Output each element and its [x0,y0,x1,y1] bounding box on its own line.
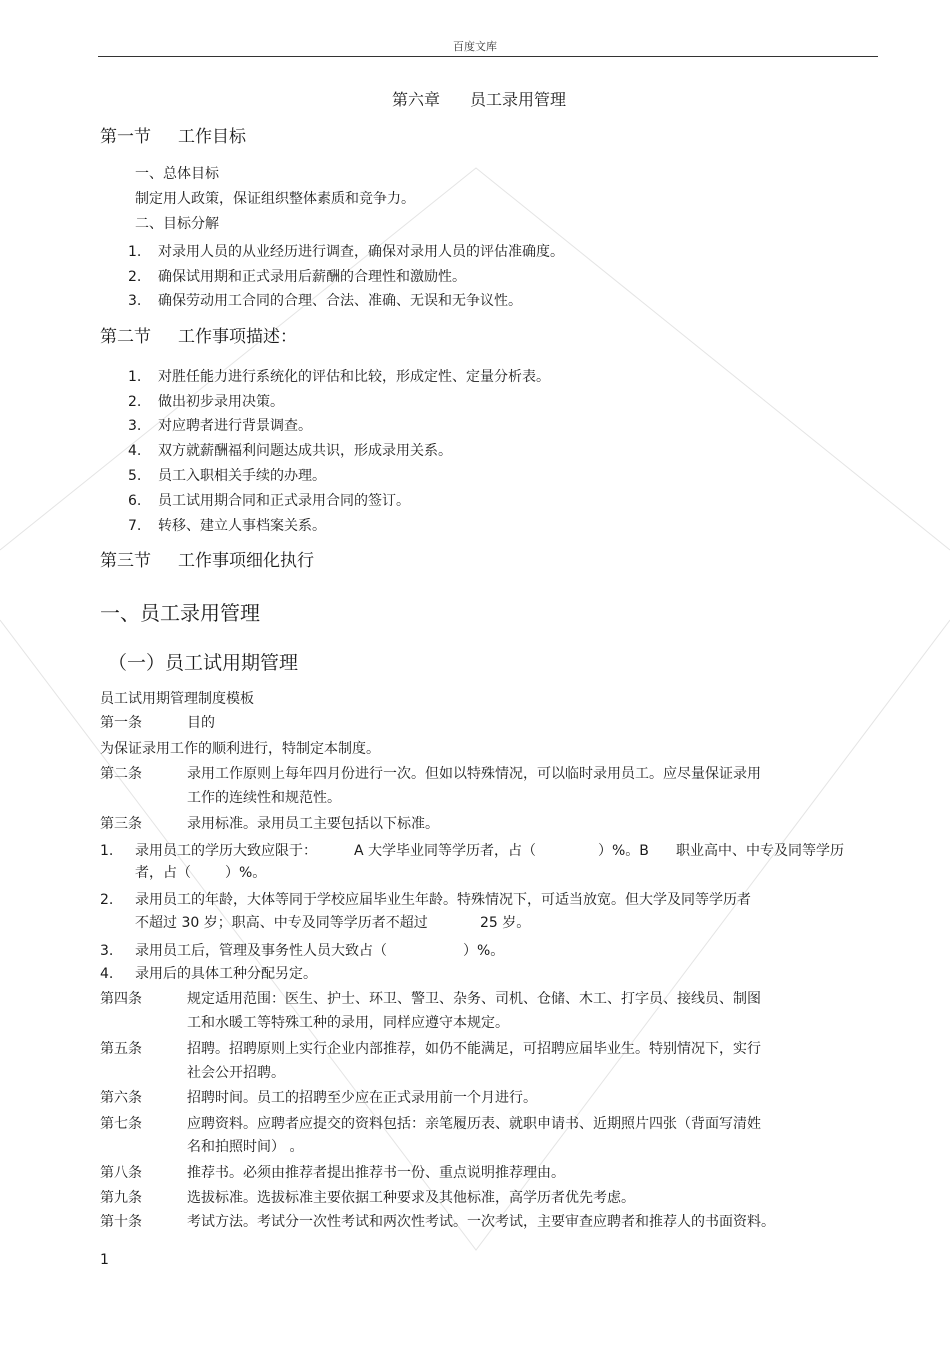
article-text: 应聘资料。应聘者应提交的资料包括：亲笔履历表、就职申请书、近期照片四张（背面写清姓 [187,1116,761,1132]
standard-text: 25 岁。 [480,915,531,931]
section1-number: 第一节 [100,127,151,147]
list-item-number: 2. [128,394,142,410]
article-number: 第四条 [100,991,142,1007]
section3-number: 第三节 [100,551,151,571]
article-number: 第七条 [100,1116,142,1132]
article-number: 第二条 [100,766,142,782]
page-number: 1 [100,1252,109,1268]
article-number: 第十条 [100,1214,142,1230]
list-item: 对录用人员的从业经历进行调查，确保对录用人员的评估准确度。 [158,244,564,260]
article-number: 第五条 [100,1041,142,1057]
section2-number: 第二节 [100,327,151,347]
section1-sub2: 二、目标分解 [135,216,219,232]
article-text: 考试方法。考试分一次性考试和两次性考试。一次考试，主要审查应聘者和推荐人的书面资料。 [187,1214,775,1230]
list-item-number: 3. [128,418,142,434]
list-item-number: 7. [128,518,142,534]
article-text-cont: 工作的连续性和规范性。 [187,790,341,806]
article-text: 选拔标准。选拔标准主要依据工种要求及其他标准，高学历者优先考虑。 [187,1190,635,1206]
standard-text: ）%。 [225,865,267,881]
article-number: 第九条 [100,1190,142,1206]
standard-text: ）%。B [598,843,649,859]
article-number: 第一条 [100,715,142,731]
heading-level1: 一、员工录用管理 [100,601,260,625]
list-item: 转移、建立人事档案关系。 [158,518,326,534]
standard-number: 4. [100,966,114,982]
article-text-cont: 名和拍照时间） 。 [187,1139,304,1155]
standard-number: 1. [100,843,114,859]
list-item: 员工试用期合同和正式录用合同的签订。 [158,493,410,509]
chapter-title: 员工录用管理 [470,90,567,109]
header-rule [98,56,878,57]
standard-text: 者，占（ [135,865,191,881]
standard-number: 3. [100,943,114,959]
list-item-number: 3. [128,293,142,309]
list-item: 双方就薪酬福利问题达成共识，形成录用关系。 [158,443,452,459]
article-text: 规定适用范围：医生、护士、环卫、警卫、杂务、司机、仓储、木工、打字员、接线员、制图 [187,991,761,1007]
article-text-cont: 工和水暖工等特殊工种的录用，同样应遵守本规定。 [187,1015,509,1031]
list-item: 确保劳动用工合同的合理、合法、准确、无误和无争议性。 [158,293,522,309]
article-number: 第八条 [100,1165,142,1181]
list-item-number: 2. [128,269,142,285]
standard-number: 2. [100,892,114,908]
page-header-title: 百度文库 [453,40,497,53]
article-number: 第三条 [100,816,142,832]
section3-title: 工作事项细化执行 [178,551,314,571]
section1-sub1: 一、总体目标 [135,166,219,182]
list-item: 确保试用期和正式录用后薪酬的合理性和激励性。 [158,269,466,285]
list-item-number: 1. [128,244,142,260]
list-item-number: 6. [128,493,142,509]
chapter-number: 第六章 [392,90,441,109]
heading-level2: （一）员工试用期管理 [108,652,299,674]
template-title: 员工试用期管理制度模板 [100,691,254,707]
section1-sub1-text: 制定用人政策，保证组织整体素质和竞争力。 [135,191,415,207]
standard-text: 录用员工的年龄，大体等同于学校应届毕业生年龄。特殊情况下，可适当放宽。但大学及同等学历者 [135,892,751,908]
article-text: 推荐书。必须由推荐者提出推荐书一份、重点说明推荐理由。 [187,1165,565,1181]
article-text: 招聘。招聘原则上实行企业内部推荐，如仍不能满足，可招聘应届毕业生。特别情况下，实行 [187,1041,761,1057]
list-item: 做出初步录用决策。 [158,394,284,410]
standard-text: 职业高中、中专及同等学历 [676,843,844,859]
article-text: 目的 [187,715,215,731]
list-item-number: 5. [128,468,142,484]
list-item: 员工入职相关手续的办理。 [158,468,326,484]
list-item-number: 4. [128,443,142,459]
standard-text: 录用后的具体工种分配另定。 [135,966,317,982]
list-item: 对应聘者进行背景调查。 [158,418,312,434]
list-item: 对胜任能力进行系统化的评估和比较，形成定性、定量分析表。 [158,369,550,385]
standard-text: 不超过 30 岁；职高、中专及同等学历者不超过 [135,915,428,931]
section1-title: 工作目标 [178,127,246,147]
article-number: 第六条 [100,1090,142,1106]
article-body: 为保证录用工作的顺利进行，特制定本制度。 [100,741,380,757]
standard-text: A 大学毕业同等学历者，占（ [354,843,537,859]
section2-title: 工作事项描述： [178,327,297,347]
standard-text: ）%。 [463,943,505,959]
standard-text: 录用员工后，管理及事务性人员大致占（ [135,943,387,959]
article-text: 录用标准。录用员工主要包括以下标准。 [187,816,439,832]
list-item-number: 1. [128,369,142,385]
article-text-cont: 社会公开招聘。 [187,1065,285,1081]
article-text: 录用工作原则上每年四月份进行一次。但如以特殊情况，可以临时录用员工。应尽量保证录用 [187,766,761,782]
article-text: 招聘时间。员工的招聘至少应在正式录用前一个月进行。 [187,1090,537,1106]
standard-text: 录用员工的学历大致应限于： [135,843,317,859]
